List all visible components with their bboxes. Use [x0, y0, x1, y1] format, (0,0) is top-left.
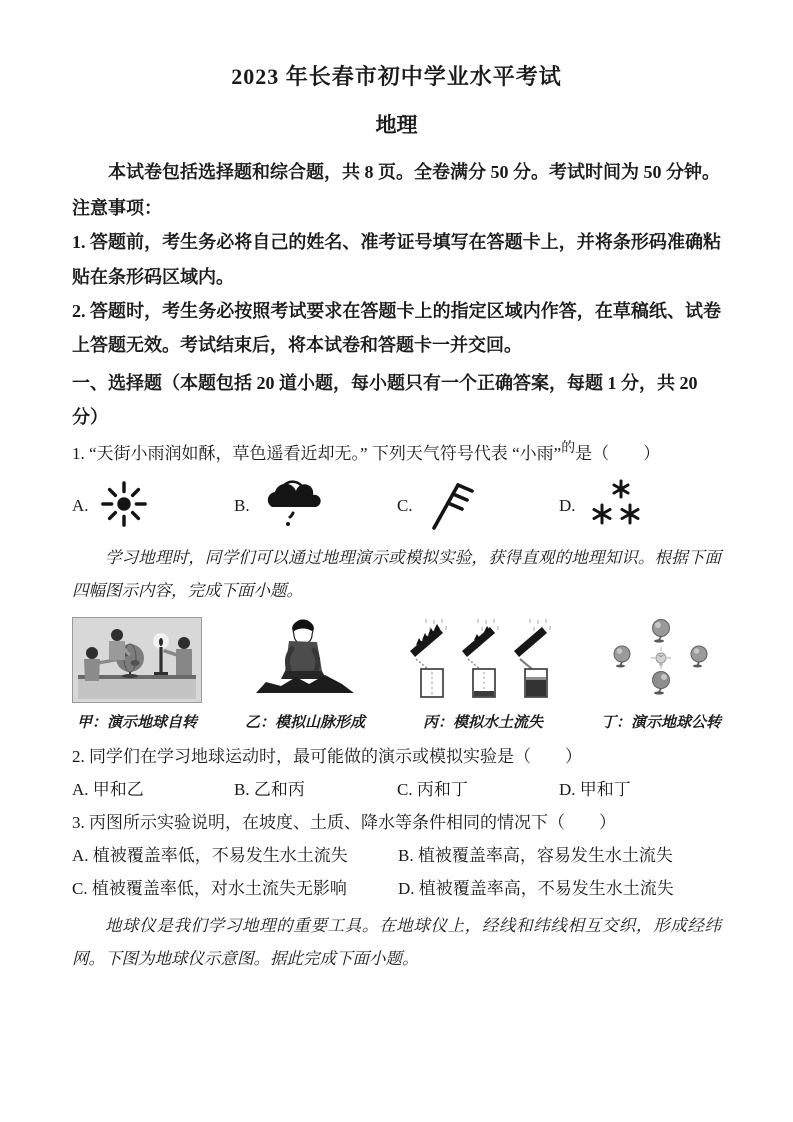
question-1-option-a: [72, 479, 234, 534]
wind-barb-icon: [397, 480, 475, 532]
option-label: A.: [72, 779, 89, 799]
figure-bing: [408, 617, 558, 732]
question-3-options-row-1: [72, 839, 721, 872]
question-1-options: [72, 478, 721, 535]
option-a-label: A.: [72, 496, 89, 516]
question-3-option-a: [72, 839, 398, 872]
option-label: A.: [72, 846, 89, 866]
figure-yi: [245, 617, 365, 732]
question-1-option-c: [397, 480, 559, 532]
snowflakes-icon: [588, 478, 644, 535]
page-content: [72, 60, 721, 975]
question-2-option-c: [397, 773, 559, 806]
option-label: C.: [72, 879, 88, 899]
section-1-heading: 一、选择题（本题包括 20 道小题，每小题只有一个正确答案，每题 1 分，共 20 分）: [72, 373, 698, 428]
rain-cloud-icon: [262, 479, 324, 534]
sun-icon: [101, 479, 147, 534]
passage-experiments: 学习地理时，同学们可以通过地理演示或模拟实验，获得直观的地理知识。根据下面四幅图示内容，完成下面小题。: [72, 547, 721, 600]
question-3-options-row-2: [72, 872, 721, 905]
option-label: D.: [559, 779, 576, 799]
question-2-options: [72, 773, 721, 806]
question-2-option-b: [234, 773, 397, 806]
option-text: 乙和丙: [253, 779, 305, 799]
question-2-text: 2. 同学们在学习地球运动时，最可能做的演示或模拟实验是（ ）: [72, 746, 582, 766]
question-3-text: 3. 丙图所示实验说明，在坡度、土质、降水等条件相同的情况下（ ）: [72, 812, 616, 832]
exam-subject: 地理: [375, 113, 418, 137]
question-1-option-b: [234, 479, 397, 534]
option-b-label: B.: [234, 496, 250, 516]
figure-jia: [72, 617, 202, 732]
option-label: B.: [234, 779, 250, 799]
option-text: 丙和丁: [416, 779, 468, 799]
soil-erosion-demo-image: [408, 617, 558, 703]
option-text: 植被覆盖率高，不易发生水土流失: [418, 879, 674, 899]
option-text: 植被覆盖率低，不易发生水土流失: [92, 846, 348, 866]
figure-ding-caption: 丁：演示地球公转: [600, 714, 721, 731]
note-item-1: 1. 答题前，考生务必将自己的姓名、准考证号填写在答题卡上，并将条形码准确粘贴在条形码区域内。: [72, 232, 721, 287]
figure-ding: [601, 617, 721, 732]
earth-revolution-demo-image: [609, 617, 713, 703]
question-2-option-d: [559, 773, 721, 806]
option-text: 植被覆盖率高，容易发生水土流失: [417, 846, 673, 866]
mountain-formation-demo-image: [252, 617, 358, 703]
option-label: D.: [398, 879, 415, 899]
option-c-label: C.: [397, 496, 413, 516]
option-text: 甲和乙: [92, 779, 144, 799]
note-item-2: 2. 答题时，考生务必按照考试要求在答题卡上的指定区域内作答，在草稿纸、试卷上答题无效。考试结束后，将本试卷和答题卡一并交回。: [72, 300, 721, 355]
option-label: B.: [398, 846, 414, 866]
notes-heading: 注意事项：: [72, 198, 162, 219]
question-1-option-d: [559, 478, 721, 535]
question-2-option-a: [72, 773, 234, 806]
option-label: C.: [397, 779, 413, 799]
exam-title: 2023 年长春市初中学业水平考试: [231, 64, 562, 89]
exam-intro: 本试卷包括选择题和综合题，共 8 页。全卷满分 50 分。考试时间为 50 分钟。: [108, 162, 720, 182]
question-3-option-d: [398, 872, 721, 905]
question-1-text: [72, 437, 721, 470]
question-1-main: 1. “天街小雨润如酥，草色遥看近却无。” 下列天气符号代表 “小雨”: [72, 443, 562, 463]
option-text: 植被覆盖率低，对水土流失无影响: [91, 879, 347, 899]
figure-bing-caption: 丙：模拟水土流失: [422, 714, 543, 731]
question-3-option-b: [398, 839, 721, 872]
earth-rotation-demo-image: [72, 617, 202, 703]
option-text: 甲和丁: [579, 779, 631, 799]
question-1-end: 是（ ）: [575, 443, 661, 463]
question-1-sup: 的: [561, 441, 576, 457]
figure-yi-caption: 乙：模拟山脉形成: [244, 714, 365, 731]
figure-jia-caption: 甲：演示地球自转: [76, 714, 197, 731]
option-d-label: D.: [559, 496, 576, 516]
passage-globe: 地球仪是我们学习地理的重要工具。在地球仪上，经线和纬线相互交织，形成经纬网。下图为地球仪示意图。据此完成下面小题。: [72, 916, 721, 969]
question-3-option-c: [72, 872, 398, 905]
experiment-figures: [72, 617, 721, 732]
